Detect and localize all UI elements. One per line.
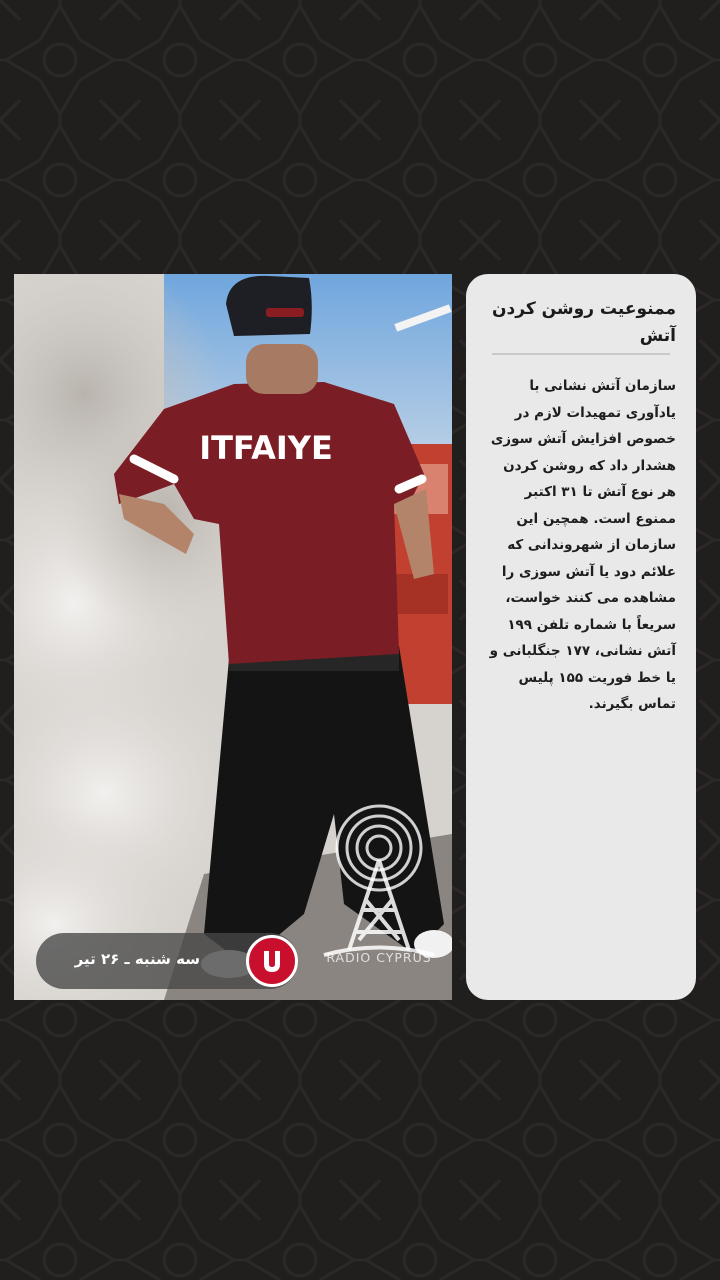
watermark-text: RADIO CYPRUS	[326, 950, 432, 965]
u-logo-icon	[246, 935, 298, 987]
date-pill	[36, 933, 298, 989]
story-card	[466, 274, 696, 1000]
radio-cyprus-watermark	[304, 800, 452, 990]
title-divider	[492, 353, 670, 355]
story-title: ممنوعیت روشن کردن آتش	[492, 299, 676, 346]
story-date: سه شنبه ـ ۲۶ تیر	[74, 950, 200, 968]
shirt-text: ITFAIYE	[199, 429, 333, 467]
story-photo	[14, 274, 452, 1000]
story-body: سازمان آتش نشانی با یادآوری تمهیدات لازم در خصوص افزایش آتش سوزی هشدار داد که روشن کردن هر نوع آتش تا ۳۱ اکتبر ممنوع است. همچین این سازمان از شهروندانی که علائم دود یا آتش سوزی را مشاهده می کنند خواست، سریعاً با شماره تلفن ۱۹۹ آتش نشانی، ۱۷۷ جنگلبانی و یا خط فوریت ۱۵۵ پلیس تماس بگیرند.	[489, 378, 676, 712]
radio-tower-icon	[304, 800, 452, 970]
